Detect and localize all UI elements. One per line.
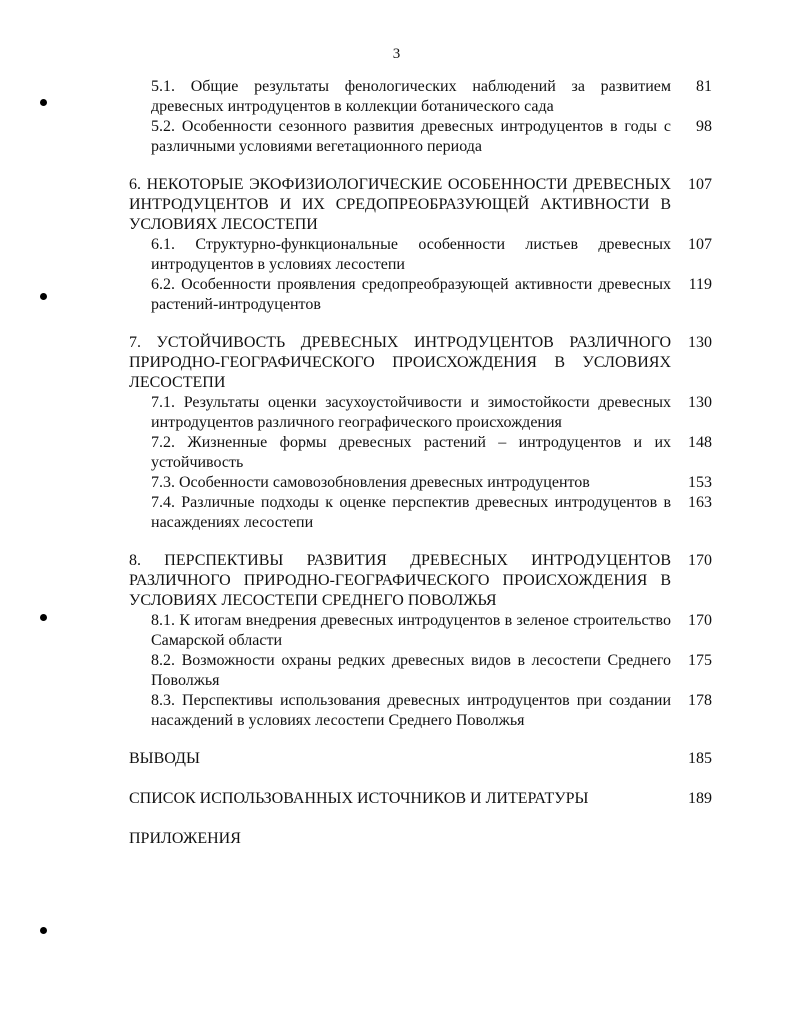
toc-entry-text: 5.2. Особенности сезонного развития древесных интродуцентов в годы с различными условиями вегетационного периода bbox=[151, 118, 671, 155]
toc-entry-text: 7. УСТОЙЧИВОСТЬ ДРЕВЕСНЫХ ИНТРОДУЦЕНТОВ РАЗЛИЧНОГО ПРИРОДНО-ГЕОГРАФИЧЕСКОГО ПРОИСХОЖДЕНИЯ В УСЛОВИЯХ ЛЕСОСТЕПИ bbox=[129, 334, 671, 391]
binder-hole-mark bbox=[40, 99, 47, 106]
toc-entry-text: ПРИЛОЖЕНИЯ bbox=[129, 830, 241, 847]
toc-entry-text: 8.3. Перспективы использования древесных интродуцентов при создании насаждений в условиях лесостепи Среднего Поволжья bbox=[151, 692, 671, 729]
toc-entry-conclusions bbox=[0, 749, 793, 769]
page-number: 3 bbox=[392, 46, 401, 62]
toc-entry-7-2 bbox=[0, 433, 793, 473]
toc-entry-page: 175 bbox=[688, 652, 712, 669]
toc-entry-8-3 bbox=[0, 691, 793, 731]
toc-entry-text: 7.4. Различные подходы к оценке перспектив древесных интродуцентов в насаждениях лесостепи bbox=[151, 494, 671, 531]
toc-entry-text: 7.2. Жизненные формы древесных растений – интродуцентов и их устойчивость bbox=[151, 434, 671, 471]
toc-entry-5-2 bbox=[0, 117, 793, 157]
toc-entry-8 bbox=[0, 551, 793, 611]
toc-entry-7-4 bbox=[0, 493, 793, 533]
binder-hole-mark bbox=[40, 293, 47, 300]
toc-entry-text: 8.1. К итогам внедрения древесных интродуцентов в зеленое строительство Самарской области bbox=[151, 612, 671, 649]
toc-entry-page: 163 bbox=[688, 494, 712, 511]
toc-entry-text: 7.3. Особенности самовозобновления древесных интродуцентов bbox=[151, 474, 590, 491]
toc-entry-page: 130 bbox=[688, 334, 712, 351]
toc-entry-text: 5.1. Общие результаты фенологических наблюдений за развитием древесных интродуцентов в коллекции ботанического сада bbox=[151, 78, 671, 115]
toc-entry-text: 7.1. Результаты оценки засухоустойчивости и зимостойкости древесных интродуцентов различного географического происхождения bbox=[151, 394, 671, 431]
toc-entry-5-1 bbox=[0, 77, 793, 117]
toc-entry-page: 170 bbox=[688, 552, 712, 569]
toc-entry-references bbox=[0, 789, 793, 809]
toc-entry-page: 107 bbox=[688, 236, 712, 253]
toc-entry-7-1 bbox=[0, 393, 793, 433]
toc-entry-6-2 bbox=[0, 275, 793, 315]
toc-entry-text: 6.2. Особенности проявления средопреобразующей активности древесных растений-интродуцентов bbox=[151, 276, 671, 313]
toc-entry-8-1 bbox=[0, 611, 793, 651]
toc-entry-page: 98 bbox=[696, 118, 712, 135]
toc-entry-text: 6.1. Структурно-функциональные особенности листьев древесных интродуцентов в условиях лесостепи bbox=[151, 236, 671, 273]
toc-entry-page: 81 bbox=[696, 78, 712, 95]
toc-entry-page: 148 bbox=[688, 434, 712, 451]
toc-entry-7-3 bbox=[0, 473, 793, 493]
toc-entry-appendices bbox=[0, 829, 793, 849]
toc-entry-text: 8. ПЕРСПЕКТИВЫ РАЗВИТИЯ ДРЕВЕСНЫХ ИНТРОДУЦЕНТОВ РАЗЛИЧНОГО ПРИРОДНО-ГЕОГРАФИЧЕСКОГО ПРОИСХОЖДЕНИЯ В УСЛОВИЯХ ЛЕСОСТЕПИ СРЕДНЕГО ПОВОЛЖЬЯ bbox=[129, 552, 671, 609]
toc-entry-page: 170 bbox=[688, 612, 712, 629]
toc-entry-page: 189 bbox=[688, 790, 712, 807]
toc-entry-page: 153 bbox=[688, 474, 712, 491]
toc-entry-page: 119 bbox=[688, 276, 712, 293]
toc-entry-page: 107 bbox=[688, 176, 712, 193]
toc-entry-8-2 bbox=[0, 651, 793, 691]
binder-hole-mark bbox=[40, 927, 47, 934]
toc-entry-text: СПИСОК ИСПОЛЬЗОВАННЫХ ИСТОЧНИКОВ И ЛИТЕРАТУРЫ bbox=[129, 790, 589, 807]
toc-entry-text: 8.2. Возможности охраны редких древесных видов в лесостепи Среднего Поволжья bbox=[151, 652, 671, 689]
toc-entry-6-1 bbox=[0, 235, 793, 275]
toc-entry-7 bbox=[0, 333, 793, 393]
toc-entry-text: ВЫВОДЫ bbox=[129, 750, 200, 767]
toc-entry-text: 6. НЕКОТОРЫЕ ЭКОФИЗИОЛОГИЧЕСКИЕ ОСОБЕННОСТИ ДРЕВЕСНЫХ ИНТРОДУЦЕНТОВ И ИХ СРЕДОПРЕОБРАЗУЮЩЕЙ АКТИВНОСТИ В УСЛОВИЯХ ЛЕСОСТЕПИ bbox=[129, 176, 671, 233]
binder-hole-mark bbox=[40, 614, 47, 621]
toc-entry-page: 178 bbox=[688, 692, 712, 709]
toc-entry-page: 130 bbox=[688, 394, 712, 411]
toc-entry-page: 185 bbox=[688, 750, 712, 767]
toc-entry-6 bbox=[0, 175, 793, 235]
table-of-contents bbox=[0, 77, 793, 849]
